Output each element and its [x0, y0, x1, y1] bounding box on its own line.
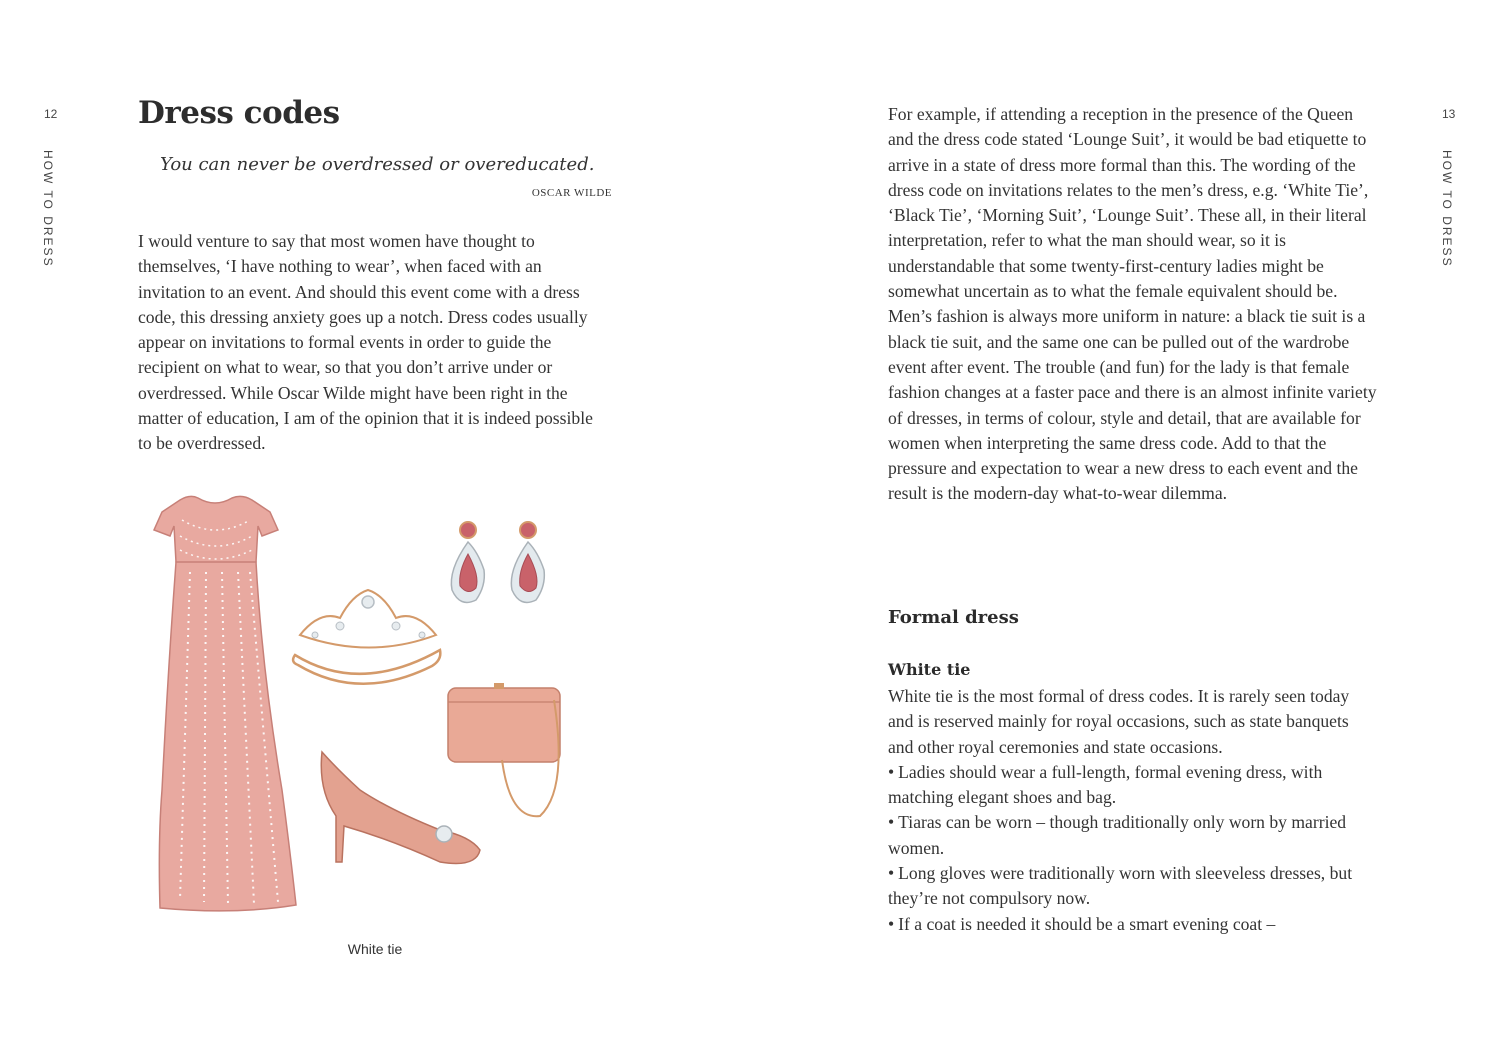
list-item: • Tiaras can be worn – though traditionally only worn by married women. — [888, 812, 1347, 858]
clutch-bag-illustration — [448, 683, 560, 816]
intro-paragraph: I would venture to say that most women have thought to themselves, ‘I have nothing to wear’, when faced with an invitation to an event. And should this event come with a dress code, this dressing anxiety goes up a notch. Dress codes usually appear on invitations to formal events in order to guide the recipient on what to wear, so that you don’t arrive under or overdressed. While Oscar Wilde might have been right in the matter of education, I am of the opinion that it is indeed possible to be overdressed. — [138, 231, 593, 454]
page-title: Dress codes — [138, 95, 340, 131]
epigraph-quote: You can never be overdressed or overeducated. — [160, 154, 595, 175]
high-heel-shoe-illustration — [321, 752, 480, 864]
list-item: • Ladies should wear a full-length, formal evening dress, with matching elegant shoes and bag. — [888, 761, 1323, 808]
page-number-left: 12 — [44, 107, 58, 121]
earrings-illustration — [451, 522, 544, 602]
running-head-left: HOW TO DRESS — [41, 150, 55, 268]
epigraph-attribution: OSCAR WILDE — [531, 187, 612, 199]
right-column — [888, 102, 1378, 507]
illustration-caption: White tie — [347, 941, 403, 957]
white-tie-description: White tie is the most formal of dress codes. It is rarely seen today and is reserved mainly for royal occasions, such as state banquets and other royal ceremonies and state occasions. — [888, 686, 1350, 757]
section-heading-formal-dress: Formal dress — [888, 607, 1019, 628]
example-paragraph: For example, if attending a reception in the presence of the Queen and the dress code stated ‘Lounge Suit’, it would be bad etiquette to arrive in a state of dress more formal than this. The wording of the dress code on invitations relates to the men’s dress, e.g. ‘White Tie’, ‘Black Tie’, ‘Morning Suit’, ‘Lounge Suit’. These all, in their literal interpretation, refer to what the man should wear, so it is understandable that some twenty-first-century ladies might be somewhat uncertain as to what the female equivalent should be. Men’s fashion is always more uniform in nature: a black tie suit is a black tie suit, and the same one can be pulled out of the wardrobe event after event. The trouble (and fun) for the lady is that female fashion changes at a faster pace and there is an almost infinite variety of dresses, in terms of colour, style and detail, that are available for women when interpreting the same dress code. Add to that the pressure and expectation to wear a new dress to each event and the result is the modern-day what-to-wear dilemma. — [888, 104, 1377, 504]
white-tie-section — [888, 684, 1378, 937]
list-item: • If a coat is needed it should be a smart evening coat – — [888, 913, 1276, 934]
white-tie-illustration — [140, 490, 580, 920]
page-number-right: 13 — [1442, 107, 1456, 121]
subheading-white-tie: White tie — [888, 660, 971, 679]
tiara-illustration — [293, 590, 440, 684]
evening-dress-illustration — [154, 496, 296, 910]
running-head-right: HOW TO DRESS — [1440, 150, 1454, 268]
list-item: • Long gloves were traditionally worn with sleeveless dresses, but they’re not compulsory now. — [888, 863, 1353, 909]
white-tie-bullets — [888, 760, 1378, 937]
